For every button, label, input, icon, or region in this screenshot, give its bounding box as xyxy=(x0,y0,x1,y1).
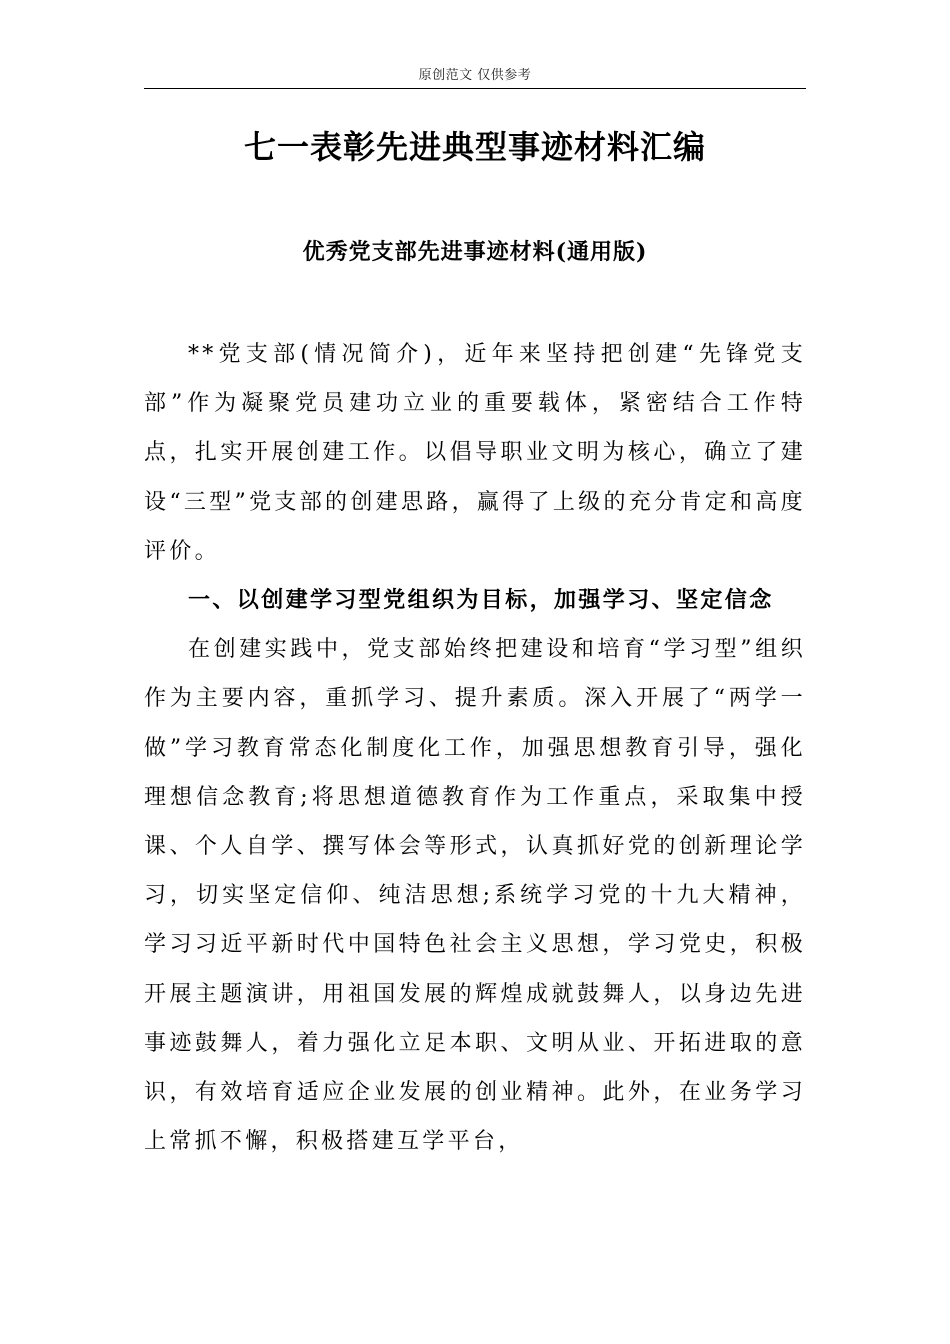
document-subtitle: 优秀党支部先进事迹材料(通用版) xyxy=(302,239,648,265)
intro-paragraph: **党支部(情况简介)，近年来坚持把创建“先锋党支部”作为凝聚党员建功立业的重要载体，紧密结合工作特点，扎实开展创建工作。以倡导职业文明为核心，确立了建设“三型”党支部的创建思路，赢得了上级的充分肯定和高度评价。 xyxy=(144,342,806,564)
document-body xyxy=(144,330,806,1166)
body-paragraph: 在创建实践中，党支部始终把建设和培育“学习型”组织作为主要内容，重抓学习、提升素质。深入开展了“两学一做”学习教育常态化制度化工作，加强思想教育引导，强化理想信念教育;将思想道德教育作为工作重点，采取集中授课、个人自学、撰写体会等形式，认真抓好党的创新理论学习，切实坚定信仰、纯洁思想;系统学习党的十九大精神，学习习近平新时代中国特色社会主义思想，学习党史，积极开展主题演讲，用祖国发展的辉煌成就鼓舞人，以身边先进事迹鼓舞人，着力强化立足本职、文明从业、开拓进取的意识，有效培育适应企业发展的创业精神。此外，在业务学习上常抓不懈，积极搭建互学平台， xyxy=(144,637,806,1155)
page-header: 原创范文 仅供参考 xyxy=(144,66,806,89)
section-heading: 一、以创建学习型党组织为目标，加强学习、坚定信念 xyxy=(188,587,774,614)
document-title: 七一表彰先进典型事迹材料汇编 xyxy=(243,128,706,166)
